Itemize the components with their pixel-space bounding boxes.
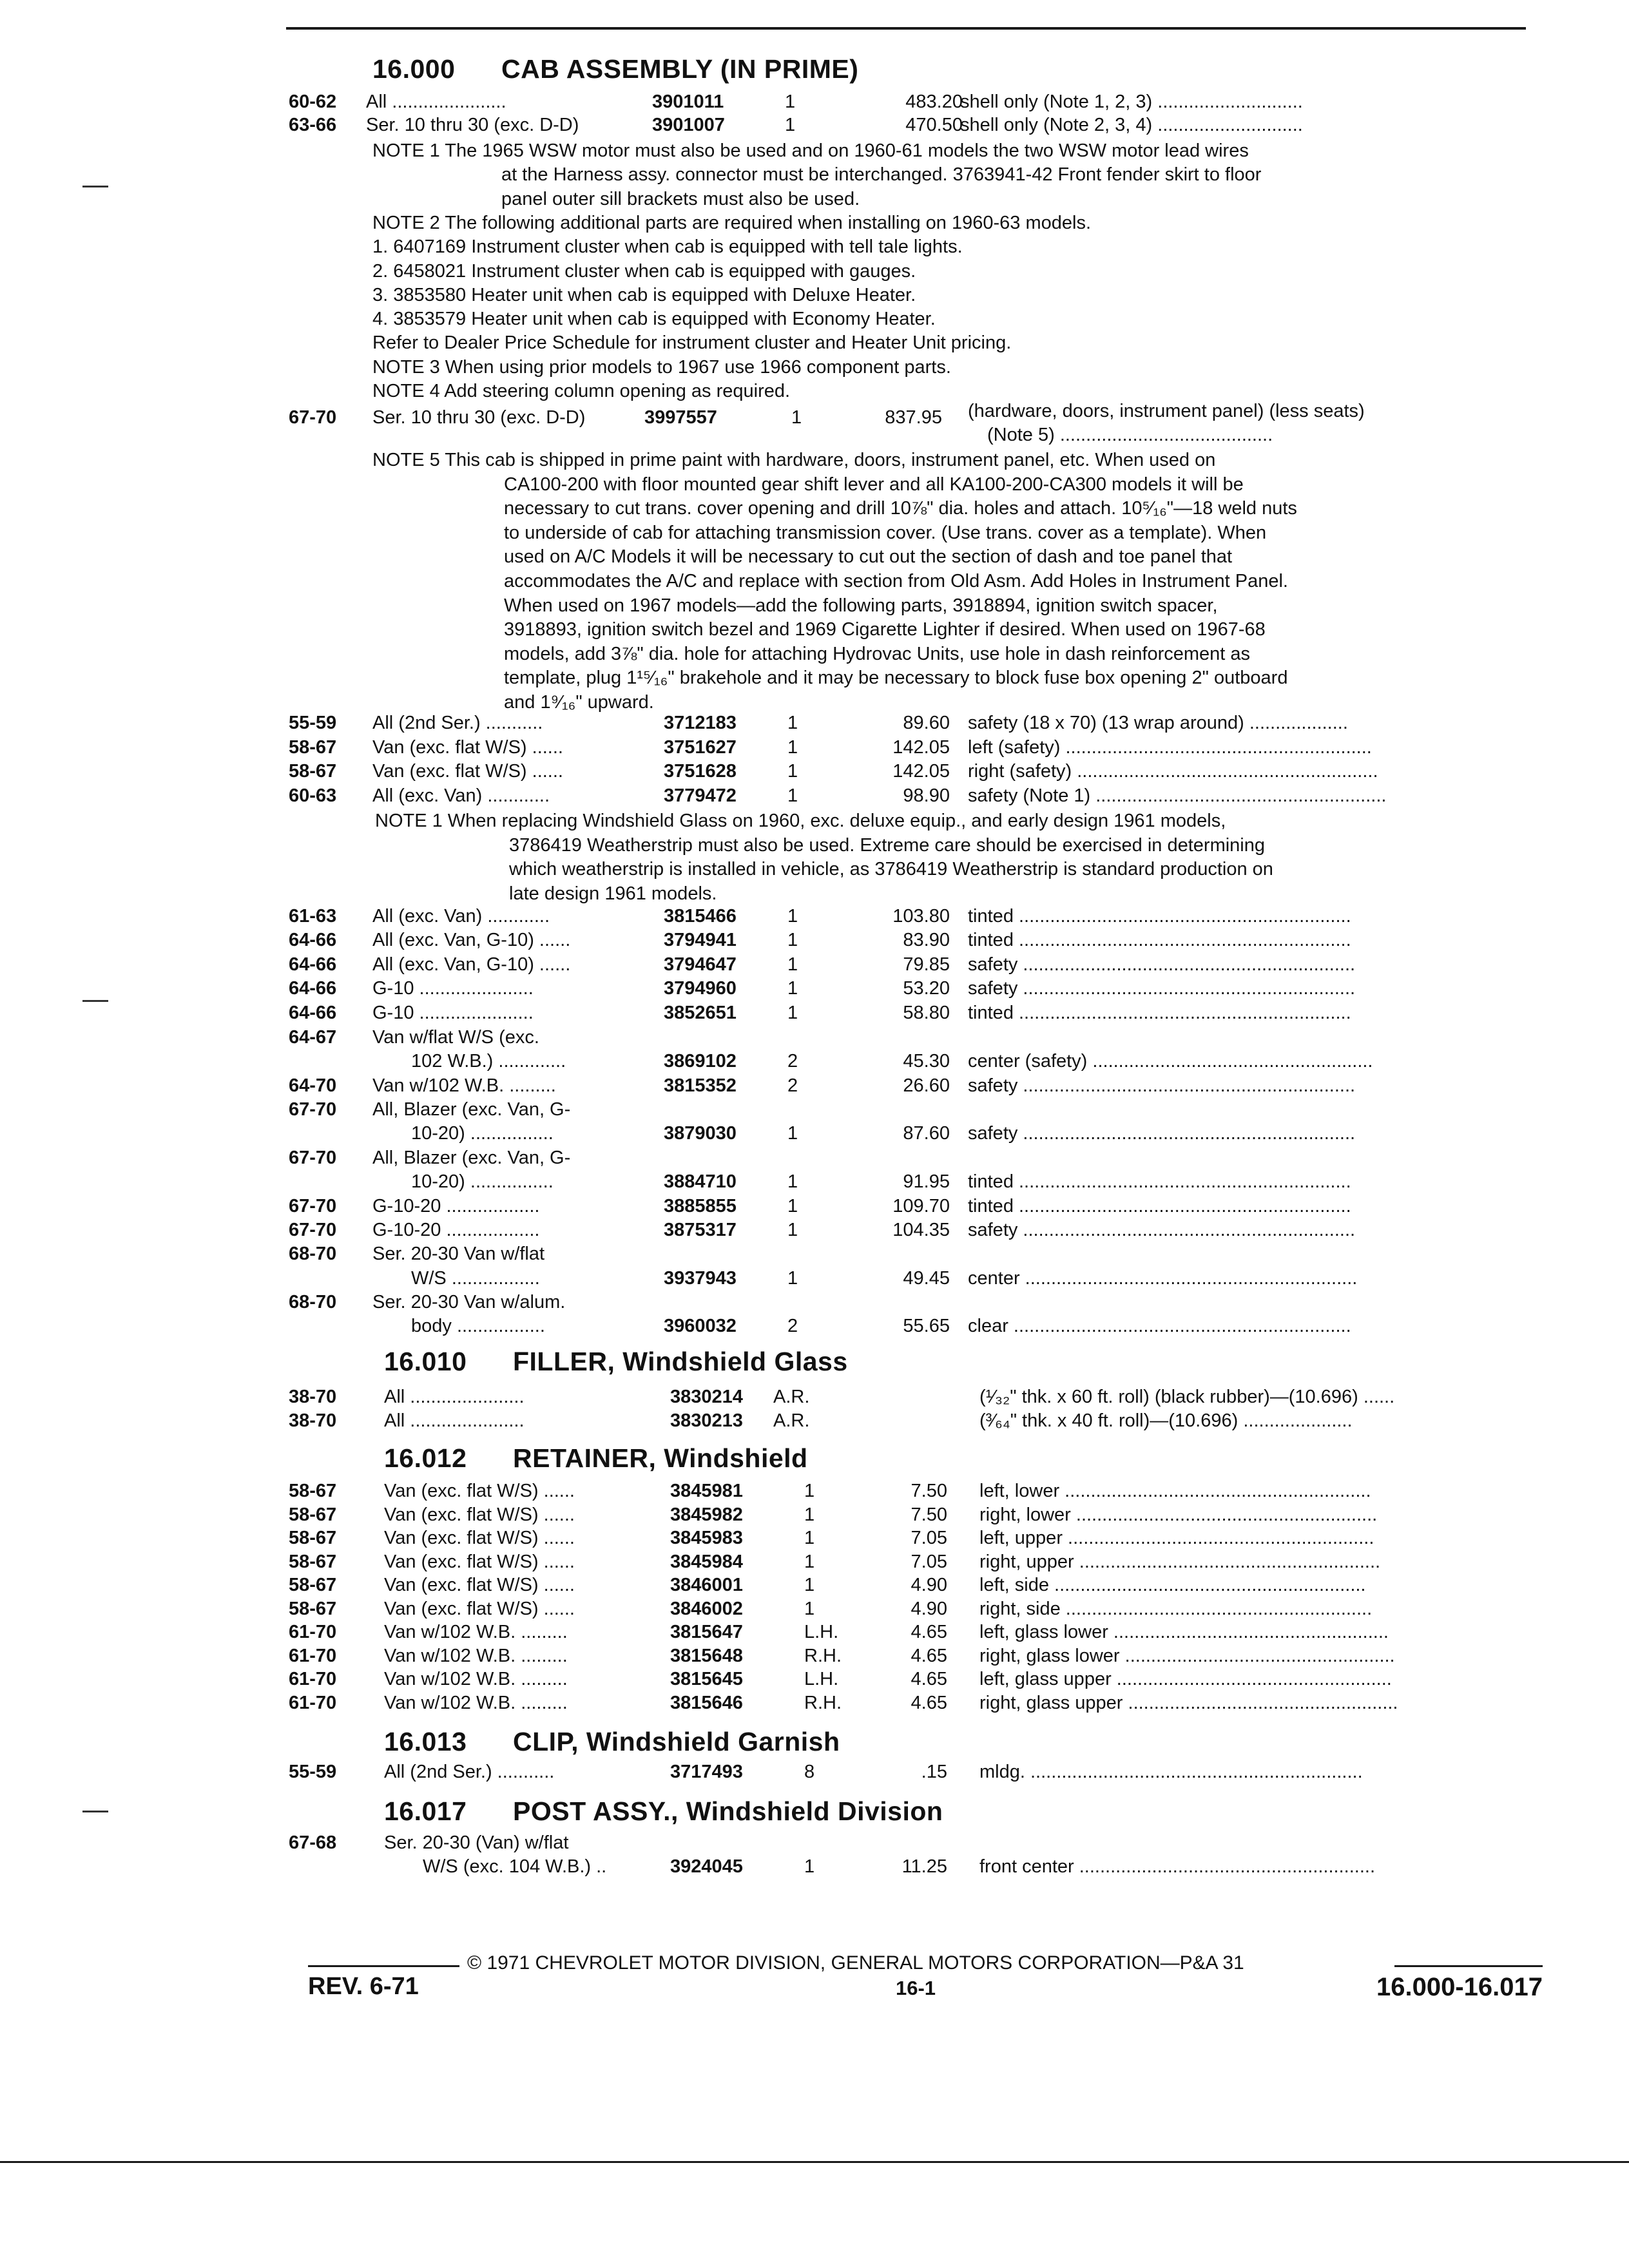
row-year: 60-63 [289, 785, 337, 806]
row-year: 38-70 [289, 1410, 337, 1431]
row-price: 4.65 [911, 1645, 947, 1666]
row-applicability: Van (exc. flat W/S) ...... [384, 1528, 575, 1548]
row-part-number: 3960032 [664, 1316, 737, 1337]
footer-rule-right [1394, 1965, 1543, 1967]
row-applicability: Ser. 10 thru 30 (exc. D-D) [366, 115, 579, 135]
note-line: NOTE 5 This cab is shipped in prime paint with hardware, doors, instrument panel, etc. When used on [372, 450, 1216, 470]
row-quantity: R.H. [804, 1692, 842, 1713]
footer-revision: REV. 6-71 [308, 1973, 419, 2000]
row-description: safety ................................................................ [968, 1075, 1356, 1096]
row-applicability: G-10-20 .................. [372, 1219, 540, 1240]
note-line: Refer to Dealer Price Schedule for instrument cluster and Heater Unit pricing. [372, 332, 1012, 354]
row-applicability: Van w/102 W.B. ......... [372, 1075, 556, 1096]
row-year: 68-70 [289, 1292, 337, 1312]
row-quantity: 1 [787, 1267, 798, 1289]
row-quantity: 1 [787, 1219, 798, 1240]
row-applicability: Ser. 20-30 Van w/flat [372, 1244, 545, 1265]
row-year: 67-70 [289, 1219, 337, 1240]
note-line: CA100-200 with floor mounted gear shift lever and all KA100-200-CA300 models it will be [504, 474, 1244, 495]
section-heading [384, 1347, 848, 1377]
row-description: safety ................................................................ [968, 1219, 1356, 1240]
row-description: tinted ................................................................ [968, 1195, 1351, 1216]
note-line: NOTE 2 The following additional parts are required when installing on 1960-63 models. [372, 212, 1091, 233]
row-applicability: All (exc. Van, G-10) ...... [372, 930, 571, 951]
note-line: When used on 1967 models—add the following parts, 3918894, ignition switch spacer, [504, 595, 1218, 616]
row-price: 98.90 [903, 785, 950, 806]
row-year: 60-62 [289, 91, 337, 112]
row-applicability: All (exc. Van) ............ [372, 906, 550, 927]
row-part-number: 3779472 [664, 785, 737, 806]
row-price: 11.25 [901, 1856, 947, 1878]
row-description: mldg. ................................................................ [979, 1762, 1363, 1782]
row-quantity: 2 [787, 1316, 798, 1337]
row-price: 4.90 [911, 1598, 947, 1619]
note-line: template, plug 1¹⁵⁄₁₆" brakehole and it may be necessary to block fuse box opening 2" outboard [504, 668, 1288, 689]
row-part-number: 3815647 [670, 1622, 743, 1642]
row-description: center (safety) ...................................................... [968, 1051, 1373, 1072]
row-description: safety ................................................................ [968, 1123, 1356, 1144]
row-price: 7.50 [911, 1504, 947, 1525]
row-part-number: 3901007 [652, 115, 725, 135]
row-price: 7.05 [911, 1551, 947, 1572]
row-year: 67-68 [289, 1832, 337, 1853]
row-quantity: 1 [804, 1598, 815, 1619]
section-heading [384, 1796, 943, 1827]
row-applicability: Van (exc. flat W/S) ...... [372, 761, 563, 782]
row-price: 89.60 [903, 713, 950, 733]
section-number: 16.010 [384, 1347, 467, 1376]
row-quantity: A.R. [773, 1410, 810, 1431]
row-part-number: 3815646 [670, 1692, 743, 1713]
row-quantity: L.H. [804, 1622, 839, 1642]
row-quantity: R.H. [804, 1645, 842, 1666]
row-applicability: All ...................... [366, 91, 506, 112]
note-line: NOTE 1 The 1965 WSW motor must also be used and on 1960-61 models the two WSW motor lead wires [372, 140, 1249, 161]
row-part-number: 3937943 [664, 1267, 737, 1289]
row-applicability-cont: body ................. [411, 1316, 545, 1337]
row-price: 4.90 [911, 1575, 947, 1595]
row-description: right, glass lower .................................................... [979, 1645, 1395, 1666]
row-applicability: All (exc. Van) ............ [372, 785, 550, 806]
note-line: 3918893, ignition switch bezel and 1969 Cigarette Lighter if desired. When used on 1967-68 [504, 619, 1266, 640]
row-part-number: 3794647 [664, 954, 737, 975]
row-description-cont: (Note 5) ......................................... [987, 425, 1273, 445]
row-quantity: 1 [804, 1528, 815, 1548]
row-description: right, side ........................................................... [979, 1598, 1373, 1619]
row-quantity: 1 [787, 713, 798, 733]
row-description: center ................................................................ [968, 1267, 1358, 1289]
row-year: 58-67 [289, 1551, 337, 1572]
row-price: 91.95 [903, 1171, 950, 1193]
row-description: safety (18 x 70) (13 wrap around) ................... [968, 713, 1348, 733]
row-price: 55.65 [903, 1316, 950, 1337]
row-applicability-cont: 102 W.B.) ............. [411, 1051, 566, 1072]
row-applicability: Van w/102 W.B. ......... [384, 1692, 568, 1713]
row-description: left, lower ........................................................... [979, 1481, 1371, 1501]
section-title: CLIP, Windshield Garnish [513, 1727, 840, 1756]
top-rule [286, 27, 1526, 30]
row-part-number: 3751627 [664, 736, 737, 758]
row-applicability: Van w/102 W.B. ......... [384, 1645, 568, 1666]
section-title: CAB ASSEMBLY (IN PRIME) [501, 54, 859, 84]
row-part-number: 3794941 [664, 930, 737, 951]
row-description: left, upper ........................................................... [979, 1528, 1374, 1548]
row-year: 55-59 [289, 713, 337, 733]
row-quantity: 1 [787, 978, 798, 999]
row-quantity: 1 [787, 1171, 798, 1193]
row-year: 64-66 [289, 978, 337, 999]
note-line: 3786419 Weatherstrip must also be used. Extreme care should be exercised in determining [509, 834, 1265, 856]
row-price: 79.85 [903, 954, 950, 975]
row-year: 58-67 [289, 1481, 337, 1501]
row-year: 67-70 [289, 407, 337, 428]
row-applicability: G-10-20 .................. [372, 1195, 540, 1216]
row-applicability: Van w/102 W.B. ......... [384, 1669, 568, 1689]
row-quantity: 1 [791, 407, 802, 428]
row-quantity: 1 [787, 1123, 798, 1144]
row-quantity: 1 [787, 954, 798, 975]
note-line: 2. 6458021 Instrument cluster when cab is equipped with gauges. [372, 260, 916, 282]
row-description: safety ................................................................ [968, 978, 1356, 999]
margin-dash [82, 1811, 108, 1812]
row-year: 58-67 [289, 1528, 337, 1548]
footer-page-number: 16-1 [896, 1977, 936, 1999]
row-part-number: 3885855 [664, 1195, 737, 1216]
row-price: 58.80 [903, 1002, 950, 1023]
row-price: 53.20 [903, 978, 950, 999]
section-number: 16.013 [384, 1727, 467, 1756]
row-part-number: 3879030 [664, 1123, 737, 1144]
row-price: 87.60 [903, 1123, 950, 1144]
row-part-number: 3830213 [670, 1410, 743, 1431]
row-year: 67-70 [289, 1195, 337, 1216]
row-price: 26.60 [903, 1075, 950, 1096]
row-quantity: 1 [785, 115, 796, 135]
row-applicability-cont: 10-20) ................ [411, 1171, 554, 1193]
row-price: 83.90 [903, 930, 950, 951]
note-line: late design 1961 models. [509, 883, 717, 904]
section-number: 16.000 [372, 54, 456, 84]
row-quantity: A.R. [773, 1387, 810, 1407]
row-applicability: Ser. 20-30 Van w/alum. [372, 1292, 566, 1312]
note-line: NOTE 3 When using prior models to 1967 use 1966 component parts. [372, 356, 951, 378]
row-quantity: 1 [785, 91, 796, 112]
row-price: 7.50 [911, 1481, 947, 1501]
row-applicability: G-10 ...................... [372, 1002, 534, 1023]
row-price: 4.65 [911, 1622, 947, 1642]
row-part-number: 3997557 [644, 407, 717, 428]
row-price: 109.70 [892, 1195, 950, 1216]
row-description: left (safety) ........................................................... [968, 736, 1372, 758]
row-year: 61-70 [289, 1692, 337, 1713]
row-part-number: 3815645 [670, 1669, 743, 1689]
section-heading [372, 54, 858, 84]
row-description: (¹⁄₃₂" thk. x 60 ft. roll) (black rubber)—(10.696) ...... [979, 1387, 1395, 1407]
row-applicability-cont: W/S (exc. 104 W.B.) .. [423, 1856, 607, 1878]
row-price: 142.05 [892, 761, 950, 782]
margin-dash [82, 186, 108, 187]
row-year: 58-67 [289, 1575, 337, 1595]
row-part-number: 3717493 [670, 1762, 743, 1782]
note-line: 4. 3853579 Heater unit when cab is equipped with Economy Heater. [372, 309, 936, 330]
row-year: 64-70 [289, 1075, 337, 1096]
footer-rule-left [308, 1965, 459, 1967]
row-quantity: 2 [787, 1051, 798, 1072]
row-applicability: Van (exc. flat W/S) ...... [384, 1575, 575, 1595]
row-description: shell only (Note 1, 2, 3) ............................ [960, 91, 1303, 112]
row-quantity: 8 [804, 1762, 815, 1782]
note-line: accommodates the A/C and replace with section from Old Asm. Add Holes in Instrument Panel. [504, 571, 1288, 591]
row-year: 64-66 [289, 930, 337, 951]
row-description: tinted ................................................................ [968, 930, 1351, 951]
row-price: .15 [921, 1762, 947, 1782]
row-quantity: 2 [787, 1075, 798, 1096]
note-line: NOTE 1 When replacing Windshield Glass on 1960, exc. deluxe equip., and early design 1961 models, [375, 811, 1226, 831]
row-applicability: Van (exc. flat W/S) ...... [372, 736, 563, 758]
row-applicability: Van w/102 W.B. ......... [384, 1622, 568, 1642]
row-year: 61-70 [289, 1669, 337, 1689]
row-quantity: 1 [787, 906, 798, 927]
row-description: front center ......................................................... [979, 1856, 1375, 1878]
row-part-number: 3830214 [670, 1387, 743, 1407]
row-part-number: 3884710 [664, 1171, 737, 1193]
row-description: tinted ................................................................ [968, 1171, 1351, 1193]
row-part-number: 3712183 [664, 713, 737, 733]
row-applicability: Van (exc. flat W/S) ...... [384, 1504, 575, 1525]
note-line: at the Harness assy. connector must be interchanged. 3763941-42 Front fender skirt to floor [501, 164, 1262, 186]
row-description: safety ................................................................ [968, 954, 1356, 975]
row-part-number: 3815648 [670, 1645, 743, 1666]
row-quantity: 1 [787, 785, 798, 806]
row-year: 55-59 [289, 1762, 337, 1782]
section-number: 16.012 [384, 1443, 467, 1473]
row-applicability: All, Blazer (exc. Van, G- [372, 1099, 571, 1120]
row-quantity: 1 [787, 736, 798, 758]
row-year: 58-67 [289, 761, 337, 782]
row-part-number: 3751628 [664, 761, 737, 782]
row-price: 4.65 [911, 1692, 947, 1713]
row-part-number: 3846001 [670, 1575, 743, 1595]
row-price: 103.80 [892, 906, 950, 927]
row-applicability: All (2nd Ser.) ........... [372, 713, 543, 733]
row-part-number: 3846002 [670, 1598, 743, 1619]
row-year: 61-70 [289, 1645, 337, 1666]
row-description: shell only (Note 2, 3, 4) ............................ [960, 115, 1303, 135]
row-applicability-cont: 10-20) ................ [411, 1123, 554, 1144]
section-title: POST ASSY., Windshield Division [513, 1796, 943, 1826]
row-part-number: 3875317 [664, 1219, 737, 1240]
row-year: 67-70 [289, 1147, 337, 1168]
note-line: models, add 3⅞" dia. hole for attaching Hydrovac Units, use hole in dash reinforcement as [504, 643, 1251, 664]
row-description: tinted ................................................................ [968, 1002, 1351, 1023]
row-quantity: 1 [804, 1856, 815, 1878]
row-year: 38-70 [289, 1387, 337, 1407]
row-description: (³⁄₆₄" thk. x 40 ft. roll)—(10.696) ..................... [979, 1410, 1353, 1431]
row-year: 58-67 [289, 736, 337, 758]
note-line: which weatherstrip is installed in vehicle, as 3786419 Weatherstrip is standard production on [509, 859, 1273, 880]
row-quantity: 1 [804, 1504, 815, 1525]
row-year: 64-66 [289, 1002, 337, 1023]
section-title: FILLER, Windshield Glass [513, 1347, 848, 1376]
row-description: left, glass lower ..................................................... [979, 1622, 1389, 1642]
row-description: right, upper .......................................................... [979, 1551, 1381, 1572]
row-part-number: 3852651 [664, 1002, 737, 1023]
row-applicability: Ser. 20-30 (Van) w/flat [384, 1832, 569, 1853]
row-applicability: All ...................... [384, 1387, 525, 1407]
row-quantity: 1 [787, 930, 798, 951]
row-part-number: 3869102 [664, 1051, 737, 1072]
row-price: 4.65 [911, 1669, 947, 1689]
row-quantity: 1 [787, 1002, 798, 1023]
row-applicability: Van (exc. flat W/S) ...... [384, 1551, 575, 1572]
row-year: 61-70 [289, 1622, 337, 1642]
row-description: safety (Note 1) ........................................................ [968, 785, 1387, 806]
row-year: 58-67 [289, 1504, 337, 1525]
row-description: left, glass upper ..................................................... [979, 1669, 1392, 1689]
row-applicability: All (2nd Ser.) ........... [384, 1762, 555, 1782]
row-applicability: All, Blazer (exc. Van, G- [372, 1147, 571, 1168]
row-description: right (safety) .......................................................... [968, 761, 1378, 782]
row-applicability: Ser. 10 thru 30 (exc. D-D) [372, 407, 586, 428]
row-price: 49.45 [903, 1267, 950, 1289]
section-title: RETAINER, Windshield [513, 1443, 808, 1473]
note-line: 1. 6407169 Instrument cluster when cab is equipped with tell tale lights. [372, 236, 963, 258]
row-year: 68-70 [289, 1244, 337, 1265]
section-heading [384, 1727, 840, 1757]
row-part-number: 3815466 [664, 906, 737, 927]
row-part-number: 3815352 [664, 1075, 737, 1096]
row-year: 64-66 [289, 954, 337, 975]
row-applicability: Van (exc. flat W/S) ...... [384, 1481, 575, 1501]
row-applicability: Van w/flat W/S (exc. [372, 1027, 539, 1048]
row-year: 64-67 [289, 1027, 337, 1048]
row-applicability-cont: W/S ................. [411, 1267, 540, 1289]
row-price: 7.05 [911, 1528, 947, 1548]
row-price: 104.35 [892, 1219, 950, 1240]
row-part-number: 3901011 [652, 91, 724, 112]
row-applicability: All ...................... [384, 1410, 525, 1431]
footer-copyright: © 1971 CHEVROLET MOTOR DIVISION, GENERAL MOTORS CORPORATION—P&A 31 [467, 1952, 1244, 1974]
section-heading [384, 1443, 808, 1474]
row-description: right, lower .......................................................... [979, 1504, 1378, 1525]
row-quantity: L.H. [804, 1669, 839, 1689]
row-price: 45.30 [903, 1051, 950, 1072]
row-quantity: 1 [804, 1551, 815, 1572]
row-year: 58-67 [289, 1598, 337, 1619]
row-description: tinted ................................................................ [968, 906, 1351, 927]
row-description: clear ................................................................. [968, 1316, 1351, 1337]
row-year: 67-70 [289, 1099, 337, 1120]
note-line: used on A/C Models it will be necessary to cut out the section of dash and toe panel that [504, 546, 1233, 568]
row-quantity: 1 [804, 1575, 815, 1595]
row-year: 63-66 [289, 115, 337, 135]
row-description: (hardware, doors, instrument panel) (less seats) [968, 401, 1365, 421]
row-part-number: 3794960 [664, 978, 737, 999]
row-price: 142.05 [892, 736, 950, 758]
footer-section-range: 16.000-16.017 [1376, 1973, 1543, 2001]
row-quantity: 1 [787, 1195, 798, 1216]
row-description: right, glass upper .................................................... [979, 1692, 1398, 1713]
note-line: to underside of cab for attaching transmission cover. (Use trans. cover as a template). When [504, 522, 1267, 543]
row-part-number: 3845981 [670, 1481, 743, 1501]
row-quantity: 1 [804, 1481, 815, 1501]
row-applicability: G-10 ...................... [372, 978, 534, 999]
note-line: and 1⁹⁄₁₆" upward. [504, 692, 654, 713]
row-part-number: 3845982 [670, 1504, 743, 1525]
note-line: panel outer sill brackets must also be used. [501, 188, 860, 209]
row-description: left, side ............................................................ [979, 1575, 1366, 1595]
row-year: 61-63 [289, 906, 337, 927]
note-line: NOTE 4 Add steering column opening as required. [372, 381, 791, 401]
row-part-number: 3924045 [670, 1856, 743, 1878]
margin-dash [82, 1000, 108, 1002]
row-applicability: All (exc. Van, G-10) ...... [372, 954, 571, 975]
row-part-number: 3845984 [670, 1551, 743, 1572]
note-line: necessary to cut trans. cover opening and drill 10⅞" dia. holes and attach. 10⁵⁄₁₆"—18 weld nuts [504, 498, 1297, 519]
note-line: 3. 3853580 Heater unit when cab is equipped with Deluxe Heater. [372, 284, 916, 305]
row-applicability: Van (exc. flat W/S) ...... [384, 1598, 575, 1619]
row-price: 470.50 [905, 115, 963, 135]
row-price: 837.95 [885, 407, 942, 428]
row-quantity: 1 [787, 761, 798, 782]
bottom-rule [0, 2161, 1629, 2163]
row-price: 483.20 [905, 91, 963, 112]
section-number: 16.017 [384, 1796, 467, 1826]
row-part-number: 3845983 [670, 1528, 743, 1548]
